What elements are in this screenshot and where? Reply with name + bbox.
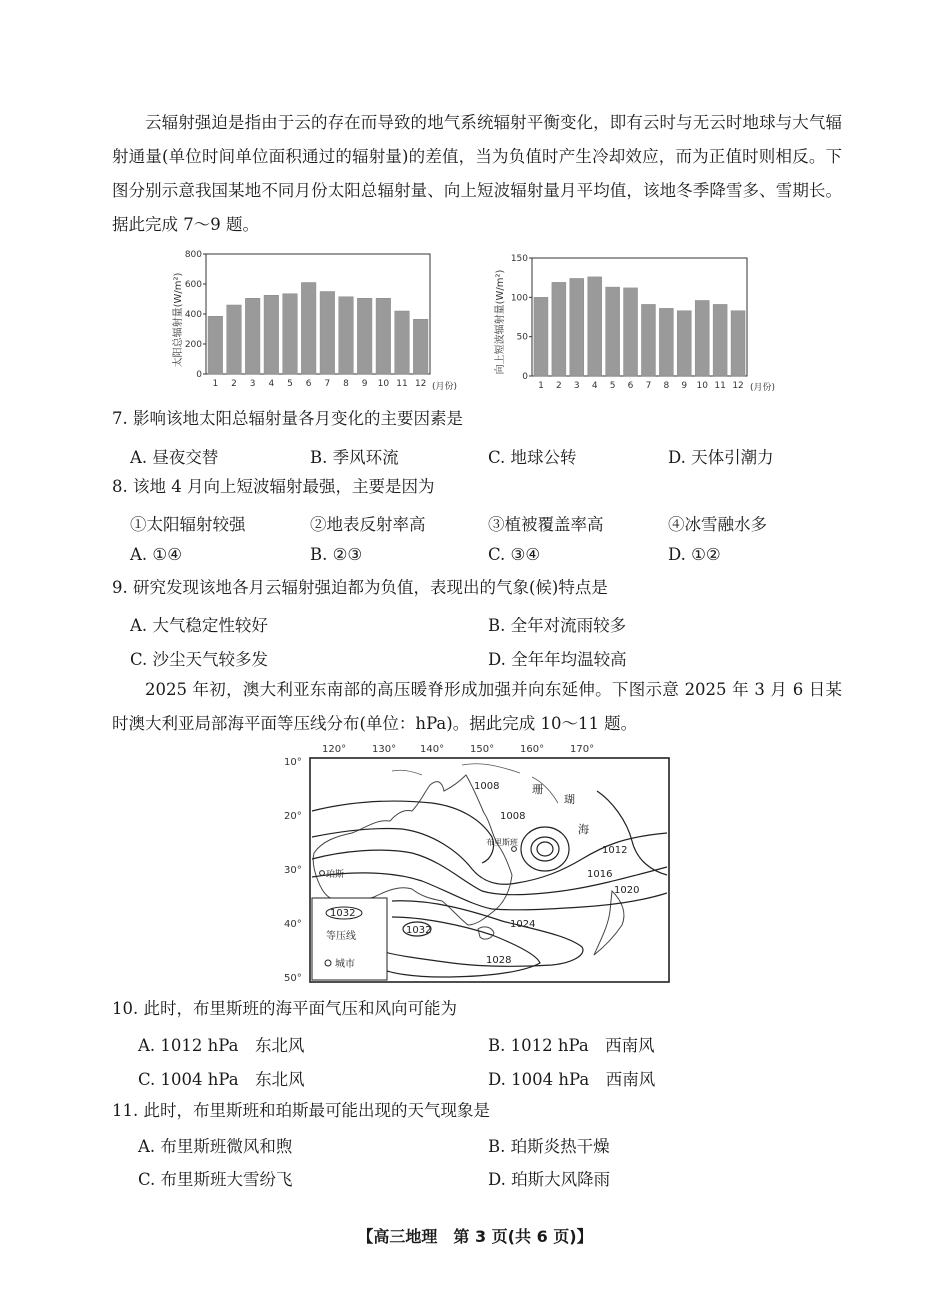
lon-label: 130° (372, 744, 397, 755)
lat-label: 20° (284, 811, 302, 822)
q8-stem: 8. 该地 4 月向上短波辐射最强，主要是因为 (112, 477, 435, 496)
lon-label: 140° (420, 744, 445, 755)
chart-2-bar (677, 311, 691, 376)
isobar-label: 1032 (406, 925, 432, 936)
coral-sea-label-1: 珊 (532, 783, 543, 796)
q7-option-a[interactable]: A. 昼夜交替 (130, 448, 219, 467)
chart-1-bar (320, 292, 335, 375)
chart-1-bar (245, 298, 260, 374)
chart-1-xtick-label: 1 (212, 379, 219, 389)
q8-option-d[interactable]: D. ①② (668, 545, 721, 564)
q11-option-c[interactable]: C. 布里斯班大雪纷飞 (138, 1170, 293, 1189)
chart-1-xtick-label: 10 (377, 379, 390, 389)
chart-1-bar (357, 298, 372, 374)
q10-option-d[interactable]: D. 1004 hPa 西南风 (488, 1070, 656, 1089)
chart-1-bar (395, 311, 410, 374)
chart-1-bar (208, 316, 223, 374)
chart-1-bar (264, 295, 279, 374)
chart-1-xtick-label: 5 (287, 379, 293, 389)
chart-1-xtick-label: 7 (324, 379, 331, 389)
lat-label: 30° (284, 865, 302, 876)
chart-1-ylabel: 太阳总辐射量(W/m²) (173, 272, 184, 368)
q8-statement-3: ③植被覆盖率高 (488, 515, 604, 534)
chart-1-bar (283, 294, 298, 374)
q11-stem: 11. 此时，布里斯班和珀斯最可能出现的天气现象是 (112, 1101, 490, 1120)
chart-2-plot (511, 254, 747, 391)
chart-2-ytick-label: 150 (510, 254, 528, 264)
q11-option-a[interactable]: A. 布里斯班微风和煦 (138, 1137, 293, 1156)
chart-1-xtick-label: 2 (231, 379, 237, 389)
q10-option-b[interactable]: B. 1012 hPa 西南风 (488, 1036, 655, 1055)
q9-option-d[interactable]: D. 全年年均温较高 (488, 650, 627, 669)
chart-1-xlabel: (月份) (432, 382, 458, 392)
chart-1-bar (301, 283, 316, 375)
chart-2-xtick-label: 7 (645, 381, 652, 391)
chart-2-ytick-label: 50 (516, 332, 528, 343)
chart-2-bar (570, 278, 584, 376)
chart-2-bar (731, 311, 745, 376)
chart-2-xtick-label: 6 (627, 381, 634, 391)
chart-1-xtick-label: 3 (249, 379, 256, 389)
coral-sea-label-2: 瑚 (564, 793, 575, 806)
chart-2-xlabel: (月份) (750, 383, 776, 393)
chart-2-xtick-label: 9 (681, 381, 688, 391)
isobar-label: 1024 (510, 919, 536, 930)
q10-stem: 10. 此时，布里斯班的海平面气压和风向可能为 (112, 999, 457, 1018)
chart-2-bar (552, 282, 566, 376)
lon-label: 120° (322, 744, 347, 755)
intro-paragraph-1: 云辐射强迫是指由于云的存在而导致的地气系统辐射平衡变化，即有云时与无云时地球与大气辐射通量(单位时间单位面积通过的辐射量)的差值，当为负值时产生冷却效应，而为正值时则相反。下图分别示意我国某地不同月份太阳总辐射量、向上短波辐射量月平均值，该地冬季降雪多、雪期长。据此完成 7～9 题。 (112, 113, 842, 234)
chart-1-bar (376, 298, 391, 374)
q9-option-c[interactable]: C. 沙尘天气较多发 (130, 650, 269, 669)
brisbane-label: 布里斯班 (486, 838, 518, 847)
chart-2-xtick-label: 5 (609, 381, 616, 391)
chart-1-ytick-label: 0 (196, 370, 202, 380)
chart-2-xtick-label: 2 (556, 381, 562, 391)
q9-option-b[interactable]: B. 全年对流雨较多 (488, 616, 627, 635)
lat-label: 10° (284, 757, 302, 768)
isobar-label: 1020 (614, 885, 640, 896)
chart-2-bar (659, 308, 673, 376)
perth-label: 珀斯 (326, 870, 345, 880)
isobar-label: 1016 (587, 869, 613, 880)
chart-1-plot (185, 250, 430, 389)
q10-option-a[interactable]: A. 1012 hPa 东北风 (138, 1036, 305, 1055)
isobar-label: 1028 (486, 955, 512, 966)
q7-stem: 7. 影响该地太阳总辐射量各月变化的主要因素是 (112, 409, 463, 428)
chart-1-xtick-label: 8 (343, 379, 349, 389)
chart-2-xtick-label: 12 (732, 381, 744, 391)
chart-total-radiation (170, 248, 460, 393)
coral-sea-label-3: 海 (578, 823, 589, 836)
chart-2-ytick-label: 100 (510, 293, 528, 304)
chart-2-bar (624, 288, 638, 376)
chart-1-bar (227, 305, 242, 374)
chart-2-bar (588, 277, 602, 376)
chart-2-bar (534, 297, 548, 376)
q8-option-c[interactable]: C. ③④ (488, 545, 541, 564)
chart-2-xtick-label: 10 (696, 381, 708, 391)
isobar-map (282, 741, 677, 986)
chart-2-ylabel: 向上短波辐射量(W/m²) (495, 269, 506, 375)
q8-option-a[interactable]: A. ①④ (130, 545, 182, 564)
legend-isobar-value: 1032 (330, 908, 356, 919)
chart-1-ytick-label: 600 (184, 280, 202, 290)
chart-2-bar (713, 304, 727, 376)
q11-option-b[interactable]: B. 珀斯炎热干燥 (488, 1137, 610, 1156)
q10-option-c[interactable]: C. 1004 hPa 东北风 (138, 1070, 305, 1089)
lat-label: 50° (284, 973, 302, 984)
chart-2-bar (641, 304, 655, 376)
chart-2-xtick-label: 3 (573, 381, 580, 391)
q8-statement-2: ②地表反射率高 (310, 515, 426, 534)
chart-1-bar (413, 319, 428, 374)
chart-1-ytick-label: 800 (184, 250, 202, 260)
chart-1-bar (339, 297, 354, 374)
chart-2-xtick-label: 4 (591, 381, 598, 391)
chart-2-bar (606, 287, 620, 376)
intro-paragraph-2: 2025 年初，澳大利亚东南部的高压暖脊形成加强并向东延伸。下图示意 2025 年 3 月 6 日某时澳大利亚局部海平面等压线分布(单位：hPa)。据此完成 10～11 题。 (112, 680, 842, 733)
q7-option-c[interactable]: C. 地球公转 (488, 448, 577, 467)
chart-1-xtick-label: 12 (414, 379, 427, 389)
legend-city-text: 城市 (335, 959, 355, 970)
page-footer: 【高三地理 第 3 页(共 6 页)】 (357, 1227, 593, 1246)
lon-label: 160° (520, 744, 545, 755)
chart-2-xtick-label: 8 (663, 381, 670, 391)
q8-option-b[interactable]: B. ②③ (310, 545, 363, 564)
isobar-label: 1008 (474, 781, 500, 792)
chart-1-xtick-label: 6 (305, 379, 312, 389)
isobar-label: 1012 (602, 845, 628, 856)
q7-option-b[interactable]: B. 季风环流 (310, 448, 399, 467)
lon-label: 170° (570, 744, 595, 755)
lat-label: 40° (284, 919, 302, 930)
chart-1-ytick-label: 400 (184, 310, 202, 320)
lon-label: 150° (470, 744, 495, 755)
q9-stem: 9. 研究发现该地各月云辐射强迫都为负值，表现出的气象(候)特点是 (112, 578, 608, 597)
chart-2-bar (695, 300, 709, 376)
q7-option-d[interactable]: D. 天体引潮力 (668, 448, 774, 467)
chart-2-xtick-label: 1 (538, 381, 544, 391)
chart-upward-shortwave (492, 250, 792, 395)
chart-1-ytick-label: 200 (184, 340, 202, 350)
isobar-label: 1008 (500, 811, 526, 822)
chart-2-xtick-label: 11 (714, 381, 726, 391)
chart-1-xtick-label: 9 (361, 379, 368, 389)
q9-option-a[interactable]: A. 大气稳定性较好 (130, 616, 268, 635)
q8-statement-4: ④冰雪融水多 (668, 515, 767, 534)
q11-option-d[interactable]: D. 珀斯大风降雨 (488, 1170, 611, 1189)
chart-1-xtick-label: 11 (396, 379, 408, 389)
chart-2-ytick-label: 0 (522, 372, 528, 382)
q8-statement-1: ①太阳辐射较强 (130, 515, 246, 534)
legend-isobar-text: 等压线 (326, 931, 356, 942)
chart-1-xtick-label: 4 (268, 379, 275, 389)
